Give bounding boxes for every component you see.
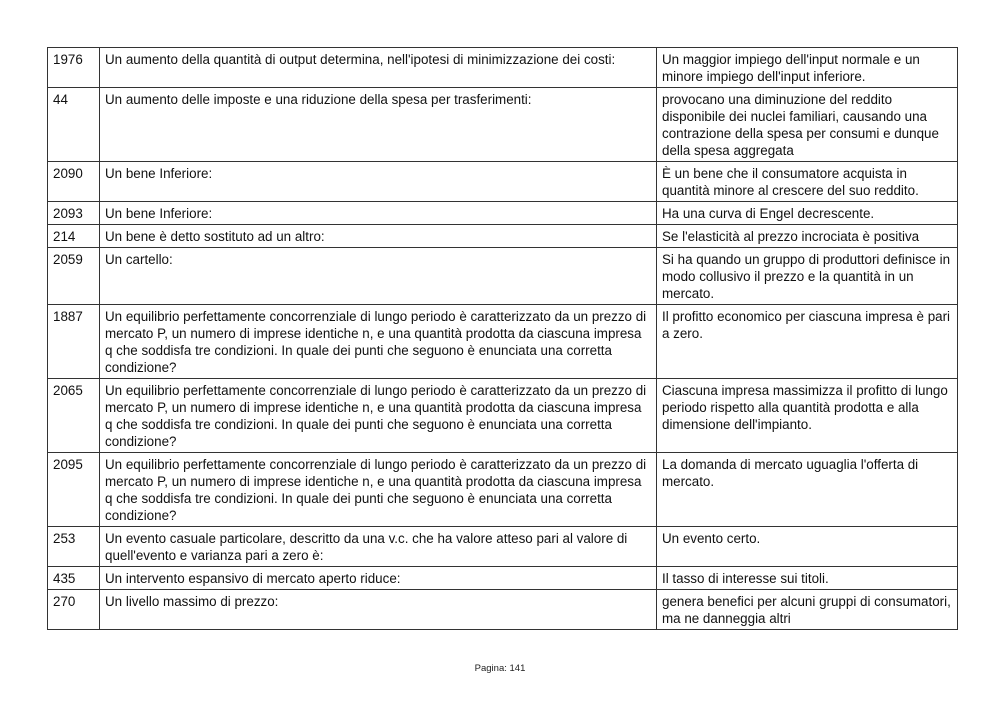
question-id: 1976 <box>48 48 100 88</box>
table-row <box>48 202 958 225</box>
table-row <box>48 567 958 590</box>
answer-text: Ciascuna impresa massimizza il profitto di lungo periodo rispetto alla quantità prodotta e alla dimensione dell'impianto. <box>657 379 958 453</box>
question-text: Un aumento delle imposte e una riduzione della spesa per trasferimenti: <box>100 88 657 162</box>
question-text: Un equilibrio perfettamente concorrenziale di lungo periodo è caratterizzato da un prezzo di mercato P, un numero di imprese identiche n, e una quantità prodotta da ciascuna impresa q che soddisfa tre condizioni. In quale dei punti che seguono è enunciata una corretta condizione? <box>100 305 657 379</box>
question-id: 2093 <box>48 202 100 225</box>
answer-text: Se l'elasticità al prezzo incrociata è positiva <box>657 225 958 248</box>
table-row <box>48 88 958 162</box>
answer-text: È un bene che il consumatore acquista in quantità minore al crescere del suo reddito. <box>657 162 958 202</box>
question-id: 2090 <box>48 162 100 202</box>
question-text: Un livello massimo di prezzo: <box>100 590 657 630</box>
question-id: 44 <box>48 88 100 162</box>
question-id: 2095 <box>48 453 100 527</box>
question-id: 2065 <box>48 379 100 453</box>
question-text: Un aumento della quantità di output determina, nell'ipotesi di minimizzazione dei costi: <box>100 48 657 88</box>
answer-text: provocano una diminuzione del reddito disponibile dei nuclei familiari, causando una contrazione della spesa per consumi e dunque della spesa aggregata <box>657 88 958 162</box>
question-text: Un cartello: <box>100 248 657 305</box>
question-id: 253 <box>48 527 100 567</box>
page-number: Pagina: 141 <box>474 663 526 674</box>
question-text: Un evento casuale particolare, descritto da una v.c. che ha valore atteso pari al valore di quell'evento e varianza pari a zero è: <box>100 527 657 567</box>
table-row <box>48 225 958 248</box>
question-text: Un intervento espansivo di mercato aperto riduce: <box>100 567 657 590</box>
table-row <box>48 162 958 202</box>
table-row <box>48 590 958 630</box>
table-row <box>48 379 958 453</box>
question-text: Un bene Inferiore: <box>100 202 657 225</box>
qa-table <box>47 47 958 630</box>
question-id: 435 <box>48 567 100 590</box>
answer-text: Ha una curva di Engel decrescente. <box>657 202 958 225</box>
question-id: 214 <box>48 225 100 248</box>
table-row <box>48 48 958 88</box>
table-row <box>48 527 958 567</box>
table-row <box>48 453 958 527</box>
question-text: Un bene è detto sostituto ad un altro: <box>100 225 657 248</box>
table-row <box>48 305 958 379</box>
answer-text: Il tasso di interesse sui titoli. <box>657 567 958 590</box>
answer-text: La domanda di mercato uguaglia l'offerta di mercato. <box>657 453 958 527</box>
answer-text: genera benefici per alcuni gruppi di consumatori, ma ne danneggia altri <box>657 590 958 630</box>
question-id: 1887 <box>48 305 100 379</box>
question-id: 2059 <box>48 248 100 305</box>
question-text: Un equilibrio perfettamente concorrenziale di lungo periodo è caratterizzato da un prezzo di mercato P, un numero di imprese identiche n, e una quantità prodotta da ciascuna impresa q che soddisfa tre condizioni. In quale dei punti che seguono è enunciata una corretta condizione? <box>100 453 657 527</box>
table-row <box>48 248 958 305</box>
question-text: Un bene Inferiore: <box>100 162 657 202</box>
qa-table-body <box>48 48 958 630</box>
answer-text: Un maggior impiego dell'input normale e un minore impiego dell'input inferiore. <box>657 48 958 88</box>
answer-text: Si ha quando un gruppo di produttori definisce in modo collusivo il prezzo e la quantità in un mercato. <box>657 248 958 305</box>
question-text: Un equilibrio perfettamente concorrenziale di lungo periodo è caratterizzato da un prezzo di mercato P, un numero di imprese identiche n, e una quantità prodotta da ciascuna impresa q che soddisfa tre condizioni. In quale dei punti che seguono è enunciata una corretta condizione? <box>100 379 657 453</box>
question-id: 270 <box>48 590 100 630</box>
answer-text: Un evento certo. <box>657 527 958 567</box>
answer-text: Il profitto economico per ciascuna impresa è pari a zero. <box>657 305 958 379</box>
